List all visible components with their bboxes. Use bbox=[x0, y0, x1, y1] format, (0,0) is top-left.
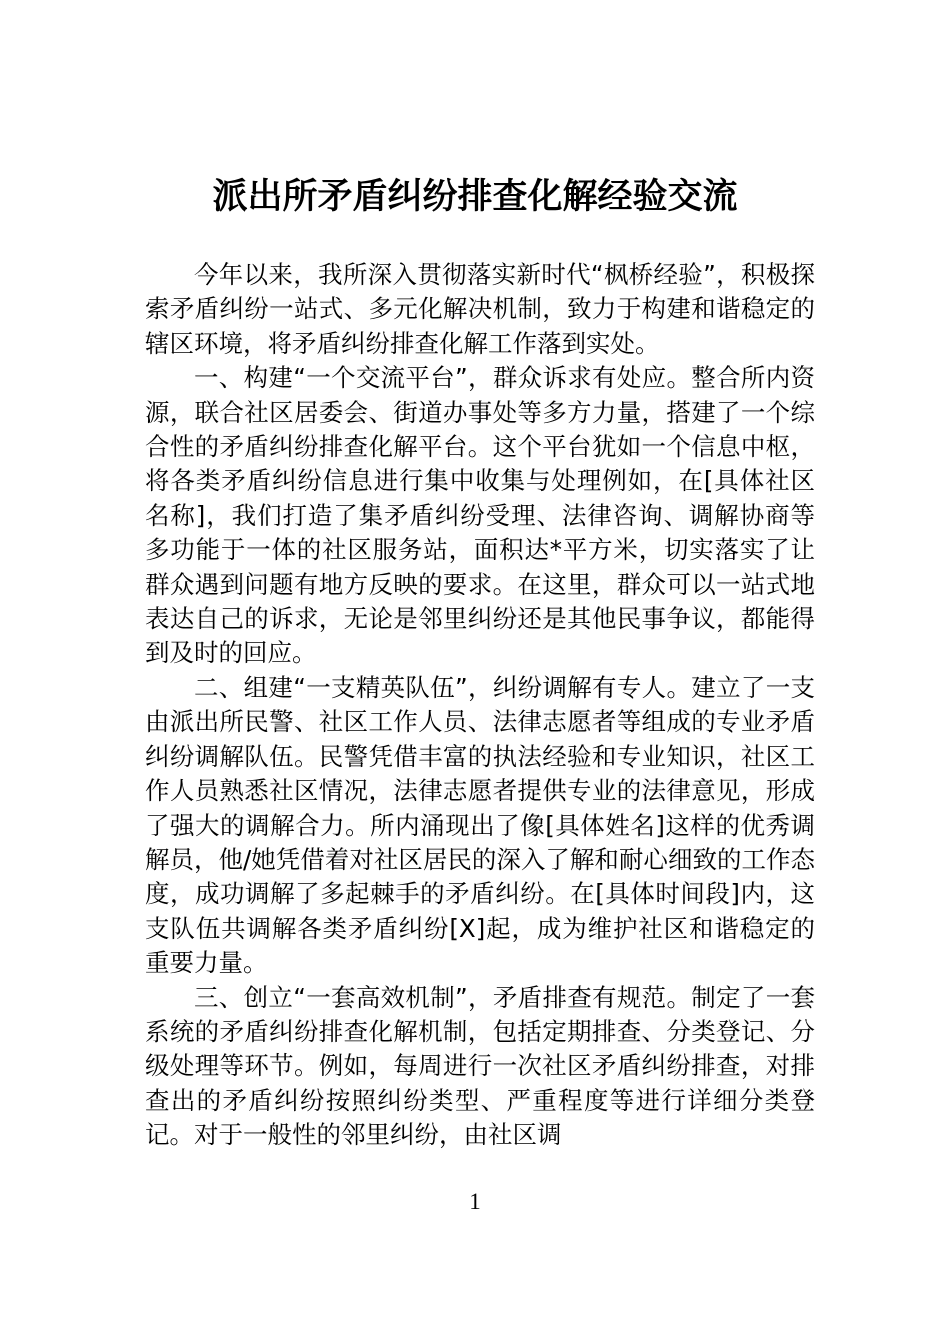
paragraph-text: 整合所内资源，联合社区居委会、街道办事处等多方力量，搭建了一个综合性的矛盾纠纷排查化解平台。这个平台犹如一个信息中枢，将各类矛盾纠纷信息进行集中收集与处理例如，在[具体社区名称]，我们打造了集矛盾纠纷受理、法律咨询、调解协商等多功能于一体的社区服务站，面积达*平方米，切实落实了让群众遇到问题有地方反映的要求。在这里，群众可以一站式地表达自己的诉求，无论是邻里纠纷还是其他民事争议，都能得到及时的回应。 bbox=[145, 363, 815, 668]
paragraph-intro bbox=[145, 258, 815, 361]
section-heading: 三、创立“一套高效机制”，矛盾排查有规范。 bbox=[194, 982, 692, 1012]
paragraph-section-2 bbox=[145, 671, 815, 981]
paragraph-text: 制定了一套系统的矛盾纠纷排查化解机制，包括定期排查、分类登记、分级处理等环节。例如，每周进行一次社区矛盾纠纷排查，对排查出的矛盾纠纷按照纠纷类型、严重程度等进行详细分类登记。对于一般性的邻里纠纷，由社区调 bbox=[145, 982, 815, 1150]
paragraph-section-3 bbox=[145, 981, 815, 1153]
section-heading: 一、构建“一个交流平台”，群众诉求有处应。 bbox=[194, 363, 692, 393]
page-number: 1 bbox=[469, 1189, 481, 1214]
paragraph-text: 今年以来，我所深入贯彻落实新时代“枫桥经验”，积极探索矛盾纠纷一站式、多元化解决机制，致力于构建和谐稳定的辖区环境，将矛盾纠纷排查化解工作落到实处。 bbox=[145, 260, 815, 358]
paragraph-section-1 bbox=[145, 361, 815, 671]
paragraph-text: 建立了一支由派出所民警、社区工作人员、法律志愿者等组成的专业矛盾纠纷调解队伍。民警凭借丰富的执法经验和专业知识，社区工作人员熟悉社区情况，法律志愿者提供专业的法律意见，形成了强大的调解合力。所内涌现出了像[具体姓名]这样的优秀调解员，他/她凭借着对社区居民的深入了解和耐心细致的工作态度，成功调解了多起棘手的矛盾纠纷。在[具体时间段]内，这支队伍共调解各类矛盾纠纷[X]起，成为维护社区和谐稳定的重要力量。 bbox=[145, 672, 815, 978]
document-title: 派出所矛盾纠纷排查化解经验交流 bbox=[212, 177, 738, 217]
section-heading: 二、组建“一支精英队伍”，纠纷调解有专人。 bbox=[194, 672, 692, 702]
document-body bbox=[145, 258, 815, 1153]
